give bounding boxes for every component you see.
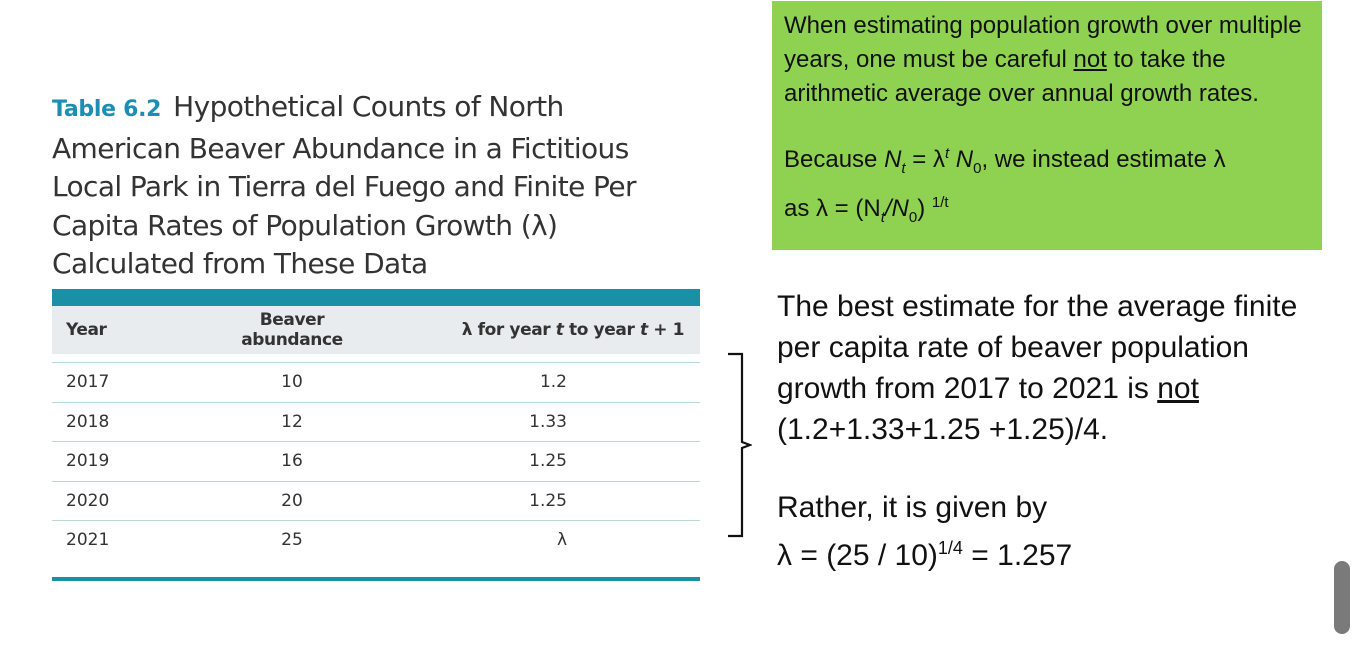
table-title: Hypothetical Counts of North American Beaver Abundance in a Fictitious Local Park in Tierra del Fuego and Finite Per Capita Rates of Population Growth (λ) Calculated from These Data: [52, 90, 636, 280]
cell-lambda: 1.25: [529, 451, 567, 472]
data-table: [52, 289, 700, 581]
table-bottom-bar: [52, 577, 700, 581]
header-year: Year: [66, 320, 107, 340]
explain-paragraph-2: Rather, it is given by: [777, 491, 1048, 524]
table-row: [52, 482, 700, 522]
cell-lambda: λ: [556, 530, 567, 551]
cell-abundance: 25: [281, 530, 303, 551]
cell-year: 2018: [66, 411, 110, 432]
cell-lambda: 1.25: [529, 490, 567, 511]
table-row: [52, 363, 700, 403]
explanation-text: [777, 286, 1347, 576]
table-row: [52, 521, 700, 560]
cell-abundance: 10: [281, 372, 303, 393]
right-brace-icon: [728, 352, 752, 538]
cell-lambda: 1.2: [539, 372, 567, 393]
note-formula: Because $N_t = \lambda^t$ $N_0$, we instead estimate λ as $\lambda = (N_t/N_0)$ $^{1/t}$: [784, 145, 1226, 226]
cell-year: 2019: [66, 451, 110, 472]
header-lambda: λ for year t to year t + 1: [461, 320, 684, 340]
cell-year: 2021: [66, 530, 110, 551]
cell-year: 2017: [66, 372, 110, 393]
cell-year: 2020: [66, 490, 110, 511]
table-row: [52, 403, 700, 443]
table-header-row: [52, 306, 700, 354]
scrollbar-thumb[interactable]: [1334, 561, 1350, 634]
note-paragraph-1: When estimating population growth over multiple years, one must be careful not to take the arithmetic average over annual growth rates.: [784, 12, 1302, 107]
table-label: Table 6.2: [52, 97, 162, 122]
green-note-box: [772, 1, 1322, 250]
cell-abundance: 12: [281, 411, 303, 432]
explain-formula: λ = (25 / 10)$^{1/4}$ = 1.257: [777, 538, 1073, 572]
cell-abundance: 20: [281, 490, 303, 511]
table-caption: [52, 88, 692, 284]
explain-paragraph-1: The best estimate for the average finite per capita rate of beaver population growth from 2017 to 2021 is not (1.2+1.33+1.25 +1.25)/4.: [777, 290, 1298, 446]
table-row: [52, 442, 700, 482]
table-top-bar: [52, 289, 700, 306]
header-abundance: Beaver abundance: [241, 310, 343, 350]
cell-lambda: 1.33: [529, 411, 567, 432]
cell-abundance: 16: [281, 451, 303, 472]
